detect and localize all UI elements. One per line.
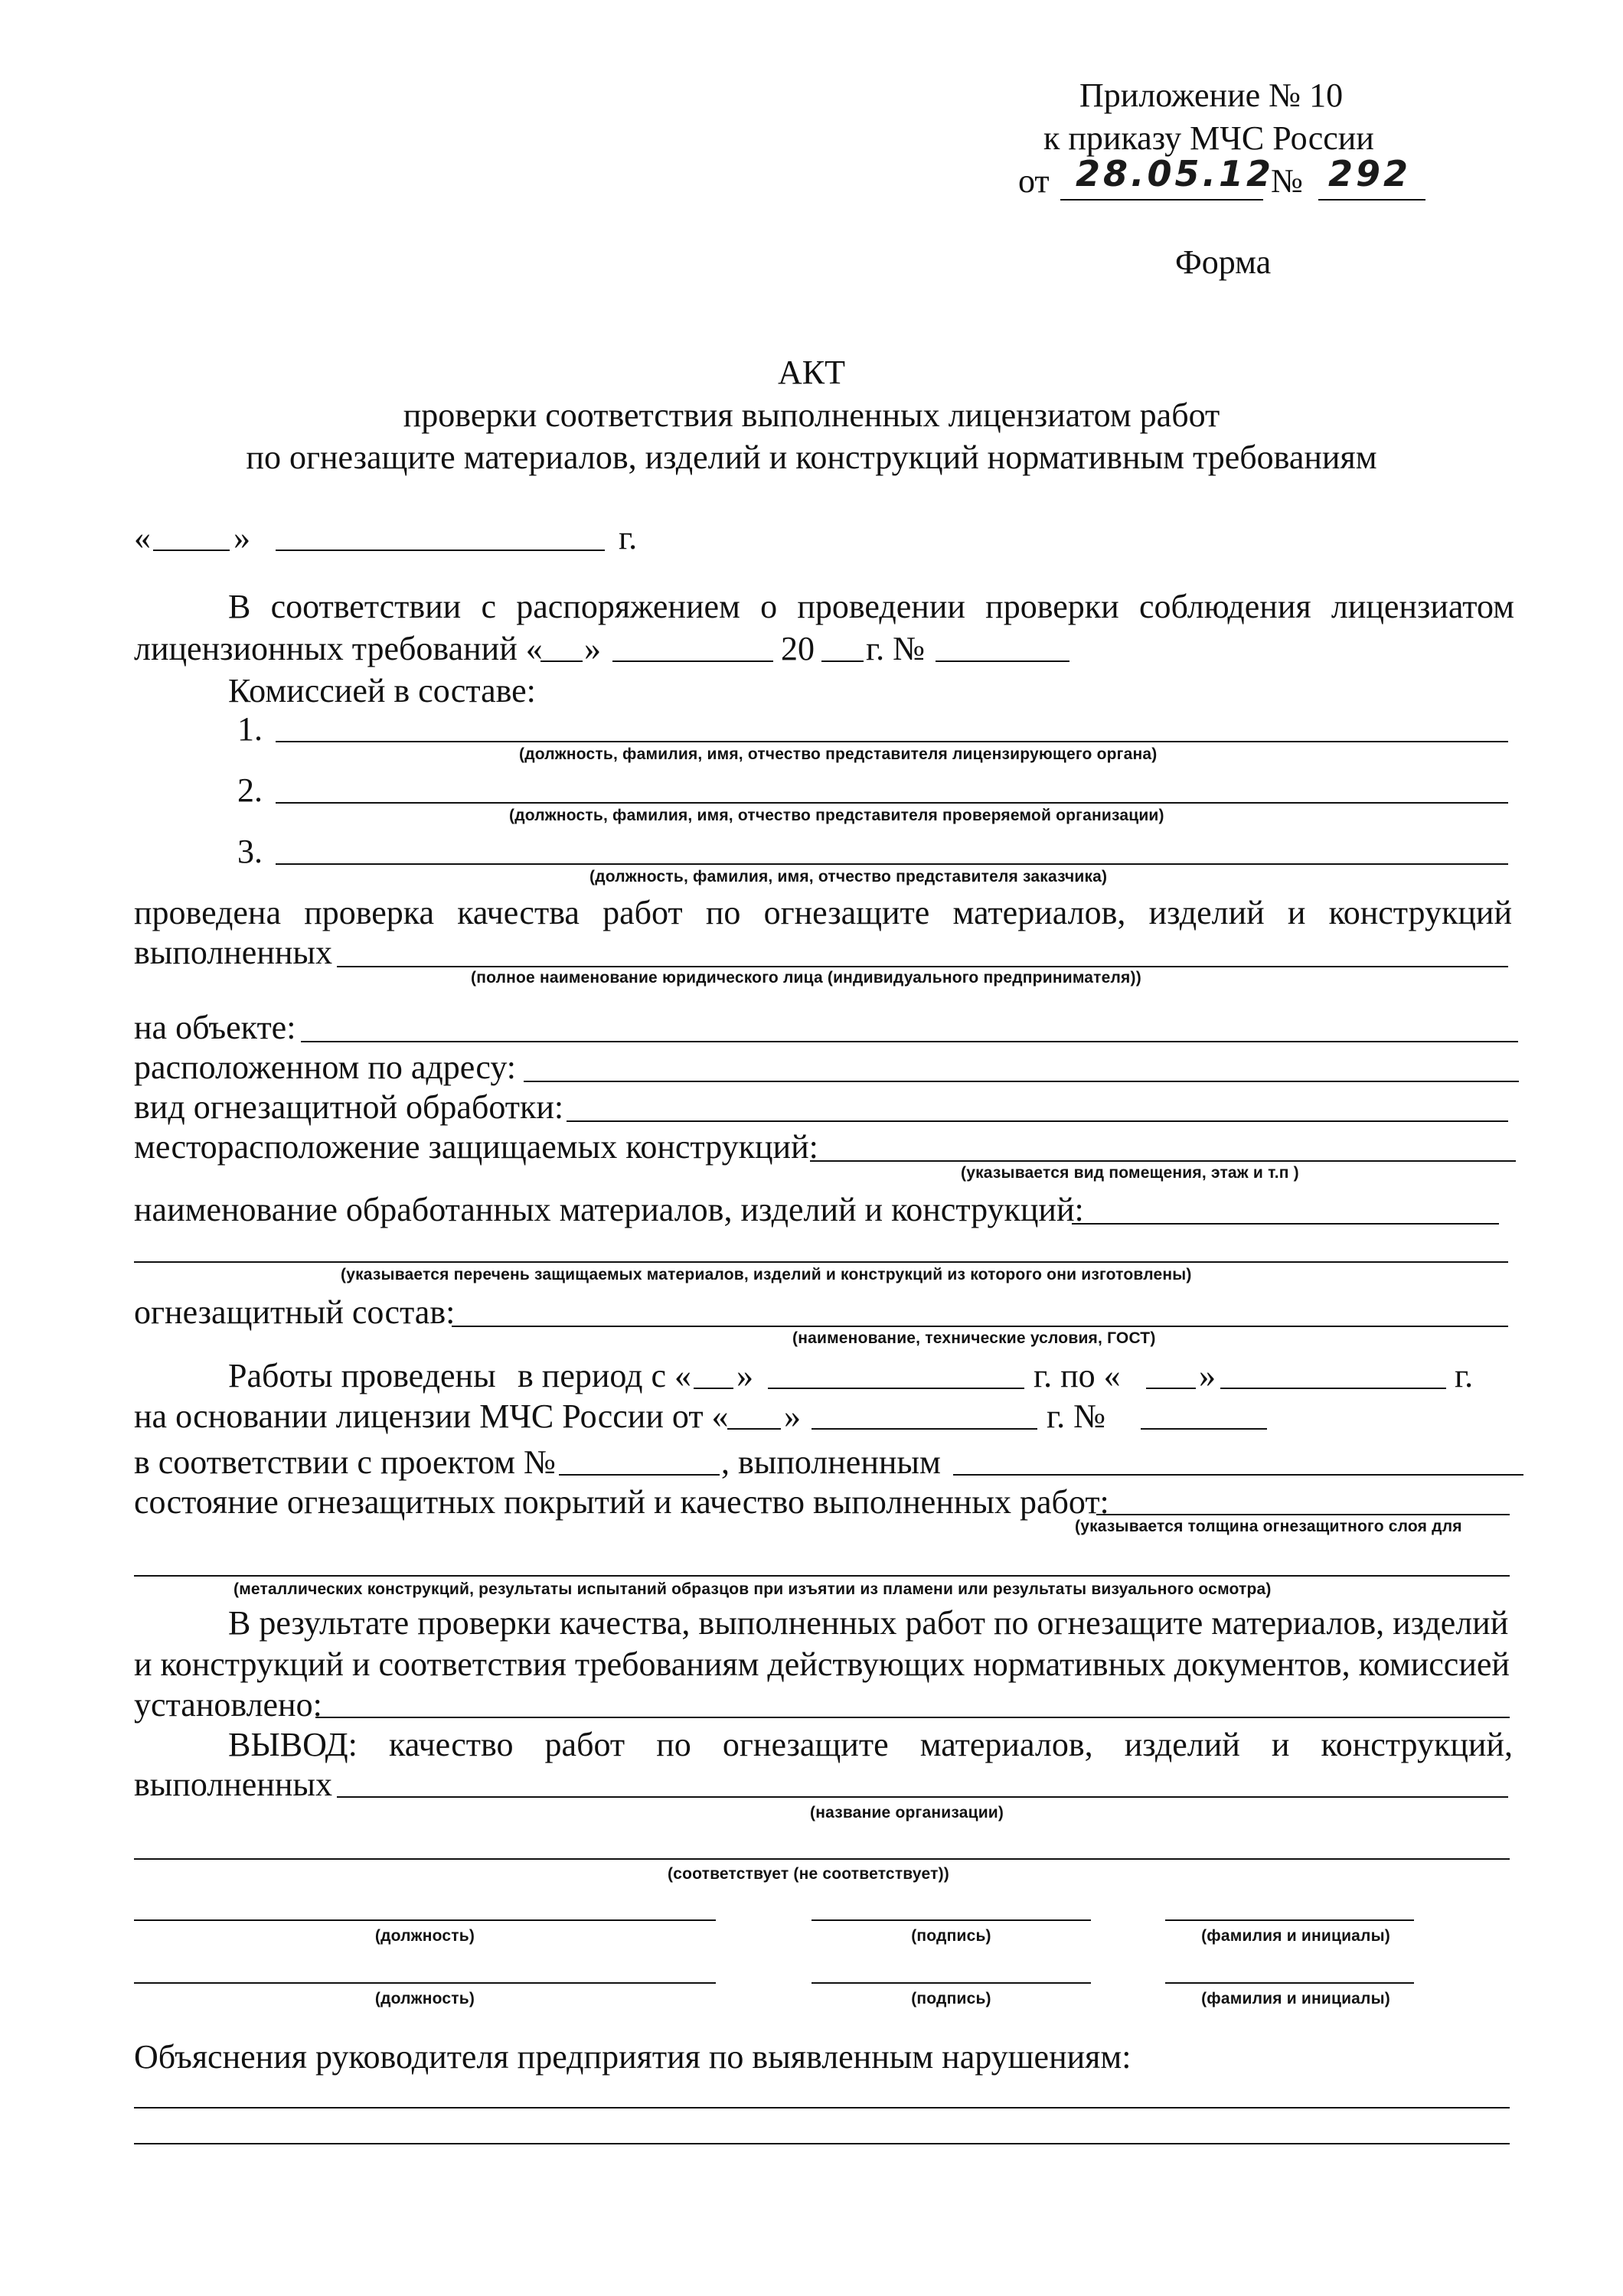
license-number-label: г. № xyxy=(1047,1397,1106,1435)
signature-2-name-hint: (фамилия и инициалы) xyxy=(1201,1990,1390,2007)
location-hint: (указывается вид помещения, этаж и т.п ) xyxy=(961,1164,1299,1182)
works-from-day-line[interactable] xyxy=(694,1388,733,1389)
works-from-close-quote: » xyxy=(736,1357,753,1394)
from-label: от xyxy=(1018,162,1050,200)
address-label: расположенном по адресу: xyxy=(134,1049,517,1086)
materials-line-2[interactable] xyxy=(134,1261,1508,1263)
date-close-quote: » xyxy=(233,519,250,556)
signature-2-sign-line[interactable] xyxy=(812,1982,1091,1984)
date-year-suffix: г. xyxy=(619,519,638,556)
composition-line[interactable] xyxy=(452,1326,1508,1327)
works-period-from-label: в период с « xyxy=(518,1357,692,1394)
document-title: АКТ xyxy=(778,354,845,391)
appendix-label: Приложение № 10 xyxy=(1079,77,1344,114)
intro-century: 20 xyxy=(781,630,815,667)
order-reference: к приказу МЧС России xyxy=(1043,119,1374,157)
performed-by-hint: (полное наименование юридического лица (индивидуального предпринимателя)) xyxy=(471,969,1141,987)
document-subtitle-line2: по огнезащите материалов, изделий и конструкций нормативным требованиям xyxy=(246,439,1377,476)
coating-state-line[interactable] xyxy=(1096,1514,1510,1515)
disposal-number-line[interactable] xyxy=(936,660,1069,662)
signature-2-sign-hint: (подпись) xyxy=(911,1990,991,2007)
license-day-line[interactable] xyxy=(727,1428,781,1430)
project-number-line[interactable] xyxy=(559,1474,720,1476)
intro-line2-label: лицензионных требований « xyxy=(134,630,543,667)
explanations-line-1[interactable] xyxy=(134,2107,1510,2108)
object-line[interactable] xyxy=(301,1041,1518,1042)
disposal-day-line[interactable] xyxy=(540,660,583,662)
works-from-month-line[interactable] xyxy=(768,1388,1024,1389)
order-number-handwritten: 292 xyxy=(1328,153,1412,194)
works-period-to-label: г. по « xyxy=(1034,1357,1121,1394)
performed-by-line[interactable] xyxy=(337,966,1508,967)
result-line1: В результате проверки качества, выполненных работ по огнезащите материалов, изделий xyxy=(228,1604,1509,1642)
project-label: в соответствии с проектом № xyxy=(134,1443,556,1481)
signature-2-position-hint: (должность) xyxy=(374,1990,475,2007)
license-month-line[interactable] xyxy=(812,1428,1037,1430)
location-label: месторасположение защищаемых конструкций: xyxy=(134,1128,818,1166)
date-open-quote: « xyxy=(134,519,151,556)
location-line[interactable] xyxy=(810,1160,1516,1162)
intro-number-label: г. № xyxy=(866,630,926,667)
order-date-line xyxy=(1060,199,1263,201)
treatment-line[interactable] xyxy=(567,1120,1508,1122)
member-2-number: 2. xyxy=(237,771,263,809)
signature-1-sign-line[interactable] xyxy=(812,1919,1091,1921)
member-2-hint: (должность, фамилия, имя, отчество представителя проверяемой организации) xyxy=(509,807,1164,824)
form-label: Форма xyxy=(1175,243,1272,281)
performed-by-label: выполненных xyxy=(134,934,332,971)
member-1-number: 1. xyxy=(237,710,263,748)
conclusion-conform-hint: (соответствует (не соответствует)) xyxy=(668,1865,949,1883)
signature-1-sign-hint: (подпись) xyxy=(911,1927,991,1945)
conclusion-org-hint: (название организации) xyxy=(810,1804,1004,1821)
coating-state-hint-1: (указывается толщина огнезащитного слоя для xyxy=(1075,1518,1462,1535)
signature-2-position-line[interactable] xyxy=(134,1982,716,1984)
signature-1-name-hint: (фамилия и инициалы) xyxy=(1201,1927,1390,1945)
signature-1-name-line[interactable] xyxy=(1165,1919,1414,1921)
result-established-label: установлено: xyxy=(134,1686,322,1724)
number-label: № xyxy=(1271,162,1303,200)
coating-state-line-2[interactable] xyxy=(134,1575,1510,1577)
works-year-suffix: г. xyxy=(1455,1357,1474,1394)
conclusion-line1: ВЫВОД: качество работ по огнезащите материалов, изделий и конструкций, xyxy=(228,1726,1513,1763)
order-date-handwritten: 28.05.12 xyxy=(1076,153,1274,194)
works-label: Работы проведены xyxy=(228,1357,496,1394)
intro-line1: В соответствии с распоряжением о проведении проверки соблюдения лицензиатом xyxy=(228,588,1514,625)
project-performed-line[interactable] xyxy=(953,1474,1523,1476)
conclusion-org-line[interactable] xyxy=(337,1796,1508,1798)
object-label: на объекте: xyxy=(134,1009,296,1046)
materials-label: наименование обработанных материалов, изделий и конструкций: xyxy=(134,1191,1084,1228)
member-2-line[interactable] xyxy=(276,802,1508,804)
treatment-label: вид огнезащитной обработки: xyxy=(134,1088,564,1126)
license-label: на основании лицензии МЧС России от « xyxy=(134,1397,729,1435)
signature-1-position-line[interactable] xyxy=(134,1919,716,1921)
signature-1-position-hint: (должность) xyxy=(374,1927,475,1945)
explanations-label: Объяснения руководителя предприятия по выявленным нарушениям: xyxy=(134,2038,1132,2076)
license-close-quote: » xyxy=(784,1397,801,1435)
result-established-line[interactable] xyxy=(315,1717,1510,1718)
result-line2: и конструкций и соответствия требованиям действующих нормативных документов, комиссией xyxy=(134,1645,1510,1683)
composition-label: огнезащитный состав: xyxy=(134,1293,456,1331)
document-subtitle-line1: проверки соответствия выполненных лицензиатом работ xyxy=(403,396,1220,434)
materials-line-1[interactable] xyxy=(1072,1223,1499,1225)
coating-state-label: состояние огнезащитных покрытий и качество выполненных работ: xyxy=(134,1483,1109,1521)
date-day-line[interactable] xyxy=(153,550,230,551)
inspection-line1: проведена проверка качества работ по огнезащите материалов, изделий и конструкций xyxy=(134,894,1512,931)
coating-state-hint-2: (металлических конструкций, результаты испытаний образцов при изъятии из пламени или результаты визуального осмотра) xyxy=(233,1580,1272,1598)
member-1-hint: (должность, фамилия, имя, отчество представителя лицензирующего органа) xyxy=(519,745,1158,763)
signature-2-name-line[interactable] xyxy=(1165,1982,1414,1984)
composition-hint: (наименование, технические условия, ГОСТ) xyxy=(792,1329,1156,1347)
project-performed-label: , выполненным xyxy=(721,1443,941,1481)
works-to-close-quote: » xyxy=(1199,1357,1216,1394)
works-to-month-line[interactable] xyxy=(1220,1388,1446,1389)
member-3-line[interactable] xyxy=(276,863,1508,865)
order-number-line xyxy=(1318,199,1425,201)
member-1-line[interactable] xyxy=(276,741,1508,742)
materials-hint: (указывается перечень защищаемых материалов, изделий и конструкций из которого они изготовлены) xyxy=(341,1266,1192,1283)
explanations-line-2[interactable] xyxy=(134,2143,1510,2144)
disposal-year-line[interactable] xyxy=(821,660,864,662)
conclusion-performed-label: выполненных xyxy=(134,1766,332,1803)
intro-close-quote: » xyxy=(584,630,601,667)
date-month-year-line[interactable] xyxy=(276,550,605,551)
disposal-month-line[interactable] xyxy=(612,660,773,662)
license-number-line[interactable] xyxy=(1141,1428,1267,1430)
works-to-day-line[interactable] xyxy=(1146,1388,1196,1389)
commission-label: Комиссией в составе: xyxy=(228,672,536,709)
member-3-number: 3. xyxy=(237,833,263,870)
address-line[interactable] xyxy=(524,1081,1519,1082)
member-3-hint: (должность, фамилия, имя, отчество представителя заказчика) xyxy=(589,868,1108,885)
conclusion-conform-line[interactable] xyxy=(134,1858,1510,1860)
